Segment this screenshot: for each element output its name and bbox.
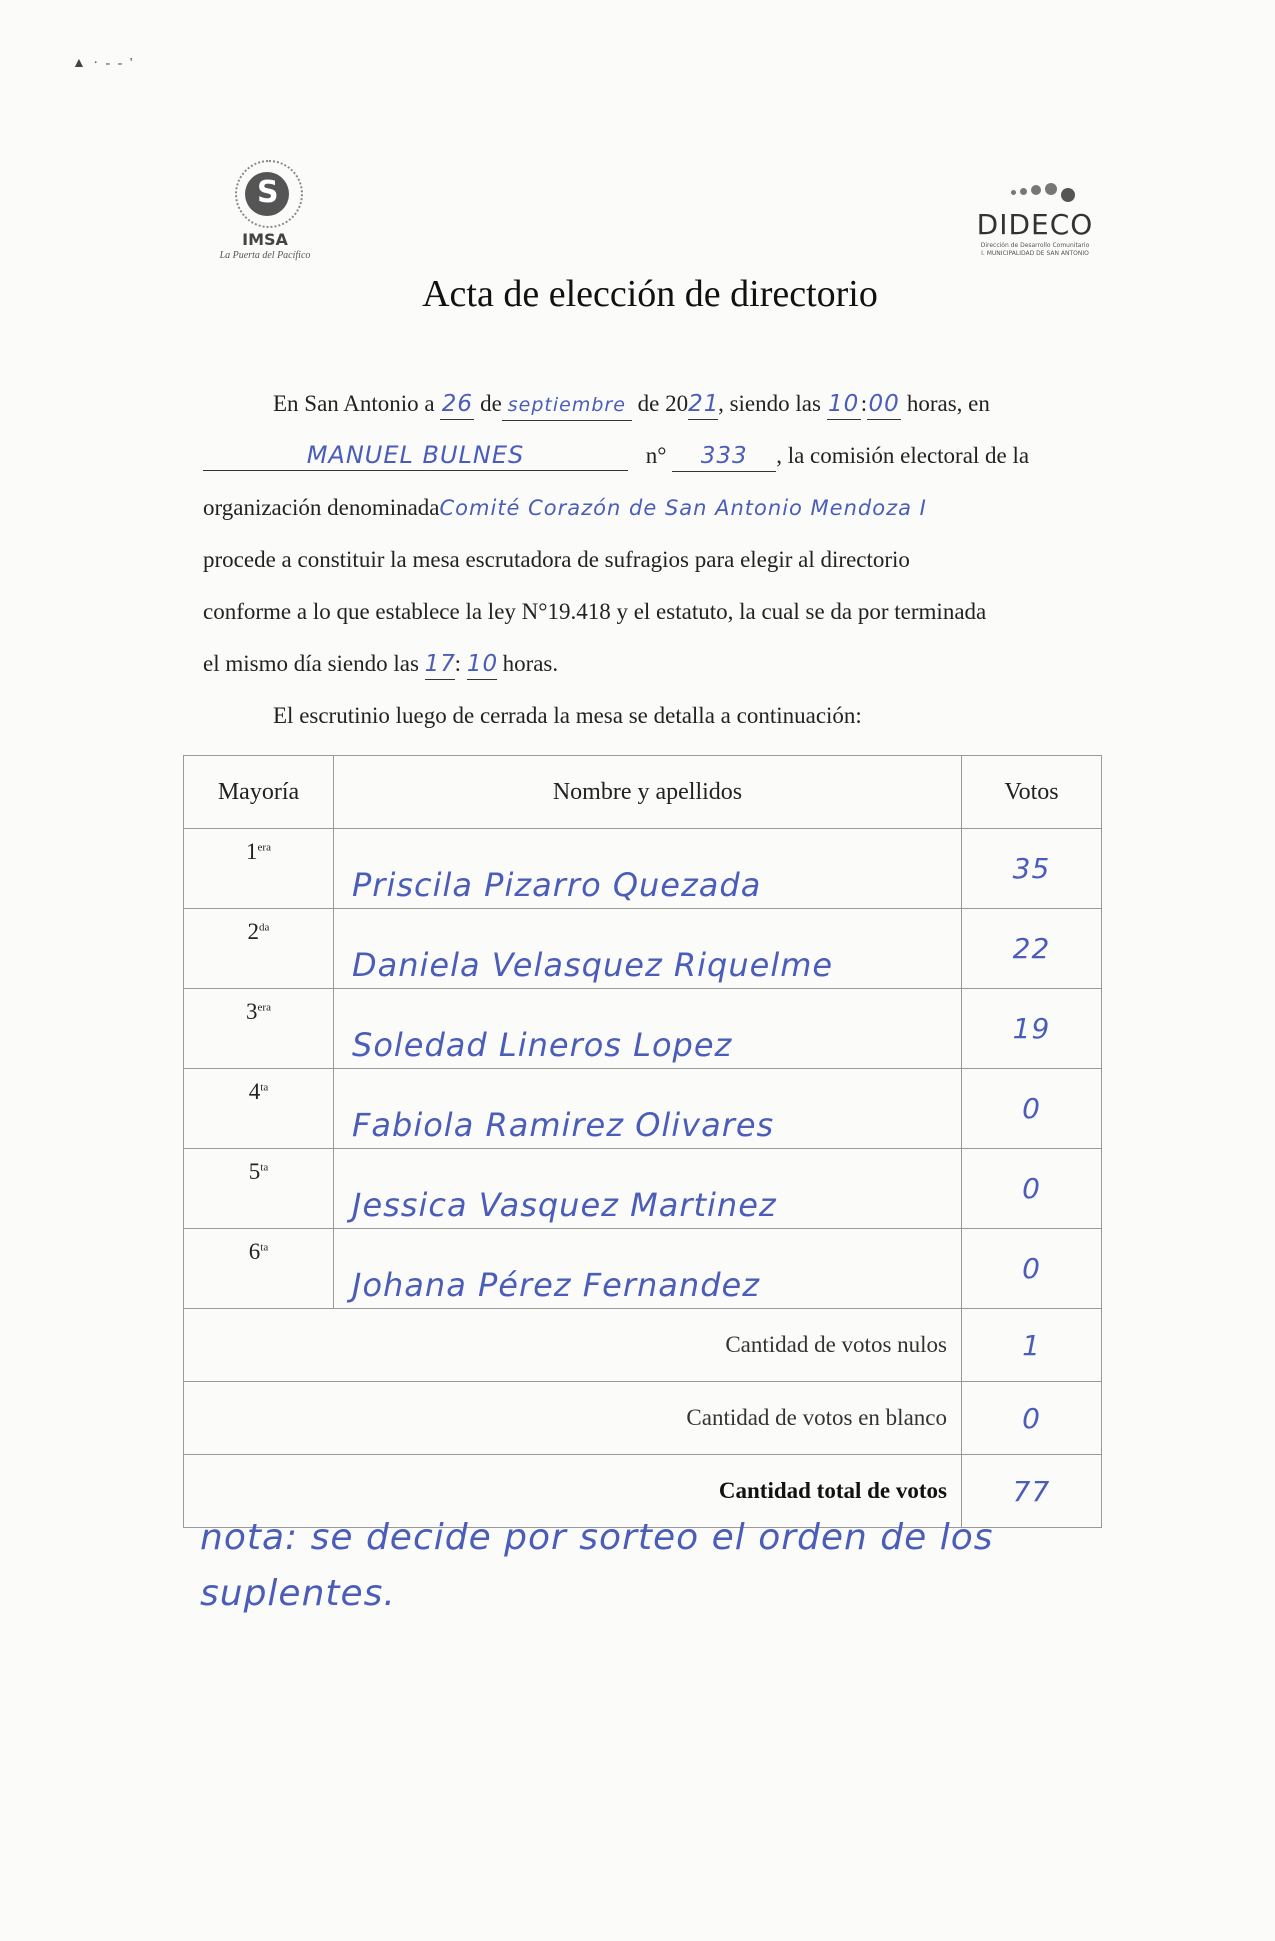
intro-text: el mismo día siendo las bbox=[203, 651, 419, 676]
table-row bbox=[184, 1229, 1102, 1309]
intro-line-1 bbox=[273, 378, 990, 430]
organization-name-field: Comité Corazón de San Antonio Mendoza I bbox=[439, 496, 927, 520]
intro-text: organización denominada bbox=[203, 495, 440, 520]
header-name: Nombre y apellidos bbox=[334, 756, 962, 829]
candidate-votes: 35 bbox=[962, 829, 1102, 909]
candidate-votes: 0 bbox=[962, 1069, 1102, 1149]
imsa-tagline: La Puerta del Pacífico bbox=[219, 250, 311, 261]
results-table bbox=[183, 755, 1102, 1528]
blank-votes-value: 0 bbox=[962, 1382, 1102, 1455]
rank-cell: $2^{da}$ bbox=[184, 909, 334, 989]
intro-text: , la comisión electoral de la bbox=[776, 443, 1030, 468]
scan-mark: ▲ · ‑ ‑ ' bbox=[72, 56, 135, 71]
start-hour-field: 10 bbox=[827, 389, 861, 420]
table-header-row bbox=[184, 756, 1102, 829]
intro-text: horas, en bbox=[906, 391, 990, 416]
blank-votes-label: Cantidad de votos en blanco bbox=[184, 1382, 962, 1455]
handwritten-note bbox=[200, 1510, 1100, 1622]
rank-cell: $6^{ta}$ bbox=[184, 1229, 334, 1309]
candidate-votes: 22 bbox=[962, 909, 1102, 989]
table-row bbox=[184, 1149, 1102, 1229]
intro-text: n° bbox=[645, 443, 667, 468]
dideco-dots-icon bbox=[1005, 180, 1085, 200]
header-votes: Votos bbox=[962, 756, 1102, 829]
imsa-logo bbox=[205, 160, 325, 268]
time-separator: : bbox=[860, 391, 868, 416]
intro-text: de bbox=[480, 391, 502, 416]
note-line-2: suplentes. bbox=[200, 1573, 396, 1614]
intro-line-4: procede a constituir la mesa escrutadora de sufragios para elegir al directorio bbox=[203, 547, 910, 572]
intro-text: de 20 bbox=[637, 391, 689, 416]
month-field: septiembre bbox=[502, 390, 632, 421]
intro-line-3 bbox=[203, 482, 927, 534]
candidate-votes: 0 bbox=[962, 1149, 1102, 1229]
rank-cell: $3^{era}$ bbox=[184, 989, 334, 1069]
candidate-name: Priscila Pizarro Quezada bbox=[334, 829, 962, 909]
intro-line-6 bbox=[203, 638, 558, 690]
null-votes-label: Cantidad de votos nulos bbox=[184, 1309, 962, 1382]
imsa-acronym: IMSA bbox=[242, 230, 288, 249]
dideco-acronym: DIDECO bbox=[976, 208, 1094, 241]
street-field: MANUEL BULNES bbox=[203, 440, 628, 471]
dideco-logo bbox=[965, 180, 1105, 260]
header-rank: Mayoría bbox=[184, 756, 334, 829]
total-votes-label: Cantidad total de votos bbox=[184, 1455, 962, 1528]
candidate-name: Soledad Lineros Lopez bbox=[334, 989, 962, 1069]
candidate-votes: 0 bbox=[962, 1229, 1102, 1309]
note-line-1: nota: se decide por sorteo el orden de los bbox=[200, 1517, 994, 1558]
null-votes-value: 1 bbox=[962, 1309, 1102, 1382]
intro-line-5: conforme a lo que establece la ley N°19.418 y el estatuto, la cual se da por terminada bbox=[203, 599, 987, 624]
intro-text: En San Antonio a bbox=[273, 391, 435, 416]
end-minute-field: 10 bbox=[467, 649, 497, 680]
blank-votes-row bbox=[184, 1382, 1102, 1455]
address-number-field: 333 bbox=[672, 441, 776, 472]
end-hour-field: 17 bbox=[425, 649, 455, 680]
rank-cell: $4^{ta}$ bbox=[184, 1069, 334, 1149]
candidate-name: Fabiola Ramirez Olivares bbox=[334, 1069, 962, 1149]
candidate-votes: 19 bbox=[962, 989, 1102, 1069]
total-votes-value: 77 bbox=[962, 1455, 1102, 1528]
table-row bbox=[184, 1069, 1102, 1149]
start-minute-field: 00 bbox=[867, 389, 901, 420]
rank-cell: $5^{ta}$ bbox=[184, 1149, 334, 1229]
seal-s-glyph: S bbox=[257, 175, 279, 210]
time-separator: : bbox=[454, 651, 462, 676]
dideco-subtitle-1: Dirección de Desarrollo Comunitario bbox=[980, 242, 1090, 249]
table-row bbox=[184, 989, 1102, 1069]
candidate-name: Daniela Velasquez Riquelme bbox=[334, 909, 962, 989]
year-field: 21 bbox=[688, 389, 718, 420]
intro-text: , siendo las bbox=[718, 391, 821, 416]
dideco-subtitle-2: I. MUNICIPALIDAD DE SAN ANTONIO bbox=[981, 250, 1089, 257]
day-field: 26 bbox=[440, 389, 474, 420]
rank-cell: $1^{era}$ bbox=[184, 829, 334, 909]
intro-line-7: El escrutinio luego de cerrada la mesa se detalla a continuación: bbox=[273, 703, 862, 728]
table-row bbox=[184, 829, 1102, 909]
candidate-name: Jessica Vasquez Martinez bbox=[334, 1149, 962, 1229]
null-votes-row bbox=[184, 1309, 1102, 1382]
document-title: Acta de elección de directorio bbox=[422, 273, 878, 315]
intro-line-2 bbox=[203, 430, 1029, 482]
intro-text: horas. bbox=[502, 651, 559, 676]
candidate-name: Johana Pérez Fernandez bbox=[334, 1229, 962, 1309]
table-row bbox=[184, 909, 1102, 989]
